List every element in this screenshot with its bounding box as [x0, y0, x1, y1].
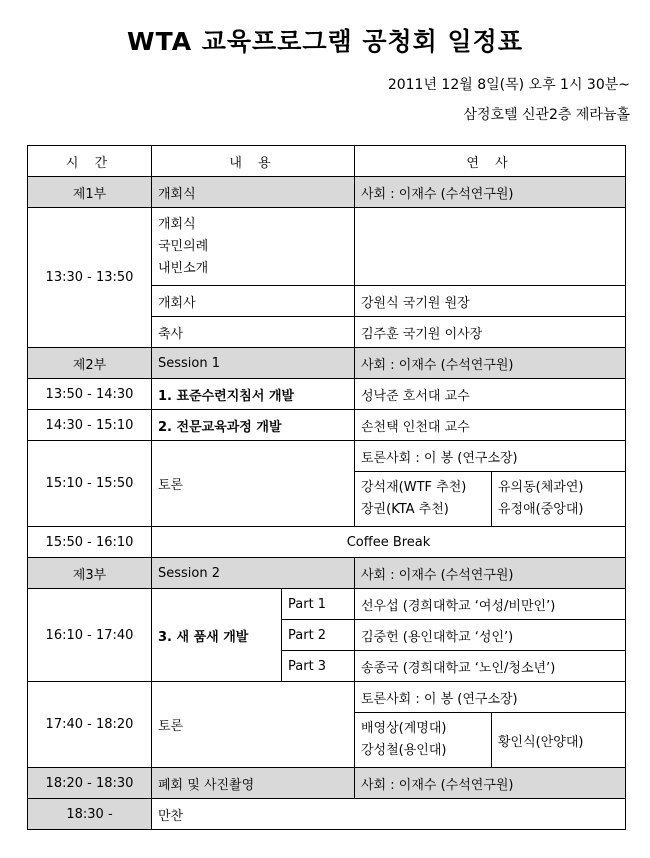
congrats-speaker: 김주훈 국기원 이사장 [355, 317, 626, 348]
panelist: 유의동(체과연) [498, 480, 584, 495]
session1a-content: 1. 표준수련지침서 개발 [152, 379, 355, 410]
header-speaker: 연 사 [355, 146, 626, 177]
opening-row [28, 208, 626, 286]
discussion2-content: 토론 [152, 682, 355, 768]
session2-part-label: Part 1 [282, 589, 355, 620]
opening-speech-speaker: 강원식 국기원 원장 [355, 286, 626, 317]
closing-speaker: 사회 : 이재수 (수석연구원) [355, 768, 626, 799]
discussion2-moderator: 토론사회 : 이 봉 (연구소장) [355, 682, 626, 713]
panelist: 유정애(중앙대) [498, 502, 584, 517]
session2-part-speaker: 선우섭 (경희대학교 ‘여성/비만인’) [355, 589, 626, 620]
schedule-table [27, 145, 626, 830]
closing-content: 폐회 및 사진촬영 [152, 768, 355, 799]
discussion1-content: 토론 [152, 441, 355, 527]
session2-part-label: Part 3 [282, 651, 355, 682]
part3-row [28, 558, 626, 589]
session2-part-speaker: 송종국 (경희대학교 ‘노인/청소년’) [355, 651, 626, 682]
part3-label: 제3부 [28, 558, 152, 589]
congrats-label: 축사 [152, 317, 355, 348]
panelist: 장권(KTA 추천) [361, 502, 449, 517]
session1b-speaker: 손천택 인천대 교수 [355, 410, 626, 441]
session1b-time: 14:30 - 15:10 [28, 410, 152, 441]
opening-item: 국민의례 [158, 238, 209, 254]
session1a-row [28, 379, 626, 410]
header-time: 시 간 [28, 146, 152, 177]
part2-label: 제2부 [28, 348, 152, 379]
session1a-time: 13:50 - 14:30 [28, 379, 152, 410]
discussion2-panel-right: 황인식(안양대) [492, 713, 626, 768]
panelist: 강성철(용인대) [361, 743, 447, 758]
opening-items [152, 208, 355, 286]
opening-speech-label: 개회사 [152, 286, 355, 317]
part3-speaker: 사회 : 이재수 (수석연구원) [355, 558, 626, 589]
discussion1-panel-right [492, 472, 626, 527]
dinner-content: 만찬 [152, 799, 626, 830]
page-title: WTA 교육프로그램 공청회 일정표 [127, 27, 523, 56]
discussion2-panel-left [355, 713, 492, 768]
discussion2-time: 17:40 - 18:20 [28, 682, 152, 768]
opening-time: 13:30 - 13:50 [28, 208, 152, 348]
part1-label: 제1부 [28, 177, 152, 208]
closing-row [28, 768, 626, 799]
part1-content: 개회식 [152, 177, 355, 208]
session1a-speaker: 성낙준 호서대 교수 [355, 379, 626, 410]
session2-part1-row [28, 589, 626, 620]
panelist: 강석재(WTF 추천) [361, 480, 467, 495]
opening-speaker-empty [355, 208, 626, 286]
event-venue: 삼정호텔 신관2층 제라늄홀 [463, 107, 630, 123]
event-date: 2011년 12월 8일(목) 오후 1시 30분~ [387, 77, 630, 93]
panelist: 배영상(계명대) [361, 721, 447, 736]
opening-item: 개회식 [158, 216, 196, 232]
part1-speaker: 사회 : 이재수 (수석연구원) [355, 177, 626, 208]
session2-part-speaker: 김중헌 (용인대학교 ‘성인’) [355, 620, 626, 651]
discussion1-time: 15:10 - 15:50 [28, 441, 152, 527]
part3-content: Session 2 [152, 558, 355, 589]
discussion1-panel-left [355, 472, 492, 527]
closing-time: 18:20 - 18:30 [28, 768, 152, 799]
break-row [28, 527, 626, 558]
discussion1-moderator: 토론사회 : 이 봉 (연구소장) [355, 441, 626, 472]
part2-content: Session 1 [152, 348, 355, 379]
discussion1-row [28, 441, 626, 472]
session1b-content: 2. 전문교육과정 개발 [152, 410, 355, 441]
discussion2-row [28, 682, 626, 713]
dinner-row [28, 799, 626, 830]
part2-speaker: 사회 : 이재수 (수석연구원) [355, 348, 626, 379]
session1b-row [28, 410, 626, 441]
session2-part-label: Part 2 [282, 620, 355, 651]
opening-item: 내빈소개 [158, 260, 209, 276]
session2-time: 16:10 - 17:40 [28, 589, 152, 682]
header-content: 내 용 [152, 146, 355, 177]
part1-row [28, 177, 626, 208]
session2-content: 3. 새 품새 개발 [152, 589, 282, 682]
part2-row [28, 348, 626, 379]
table-header-row [28, 146, 626, 177]
break-time: 15:50 - 16:10 [28, 527, 152, 558]
break-content: Coffee Break [152, 527, 626, 558]
dinner-time: 18:30 - [28, 799, 152, 830]
